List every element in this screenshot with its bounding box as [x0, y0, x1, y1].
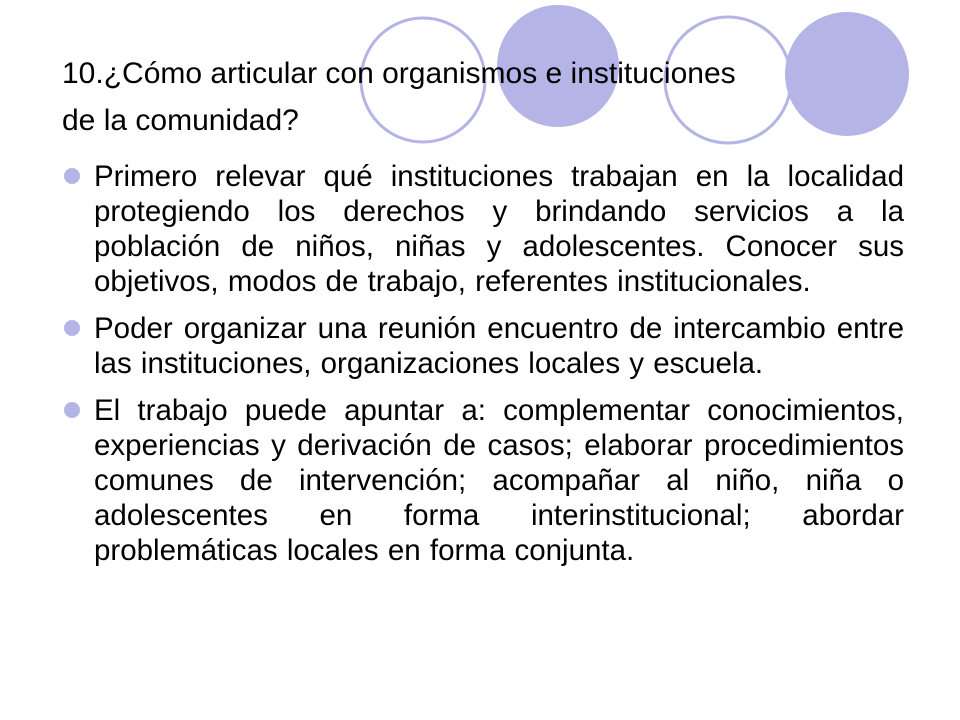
- bullet-text: Poder organizar una reunión encuentro de intercambio entre las instituciones, organizaciones locales y escuela.: [94, 312, 904, 380]
- slide-title: 10.¿Cómo articular con organismos e instituciones de la comunidad?: [62, 57, 736, 137]
- bullet-item: [62, 393, 904, 568]
- bullet-dot-icon: [64, 320, 80, 336]
- bullet-dot-icon: [64, 402, 80, 418]
- bullet-item: [62, 159, 904, 299]
- bullet-list: [62, 159, 904, 580]
- bullet-item: [62, 311, 904, 381]
- bullet-dot-icon: [64, 168, 80, 184]
- bullet-text: Primero relevar qué instituciones trabajan en la localidad protegiendo los derechos y brindando servicios a la población de niños, niñas y adolescentes. Conocer sus objetivos, modos de trabajo, referentes institucionales.: [94, 160, 904, 298]
- deco-circle-filled: [785, 12, 909, 136]
- bullet-text: El trabajo puede apuntar a: complementar conocimientos, experiencias y derivación de casos; elaborar procedimientos comunes de intervención; acompañar al niño, niña o adolescentes en forma interinstitucional; abordar problemáticas locales en forma conjunta.: [94, 394, 904, 567]
